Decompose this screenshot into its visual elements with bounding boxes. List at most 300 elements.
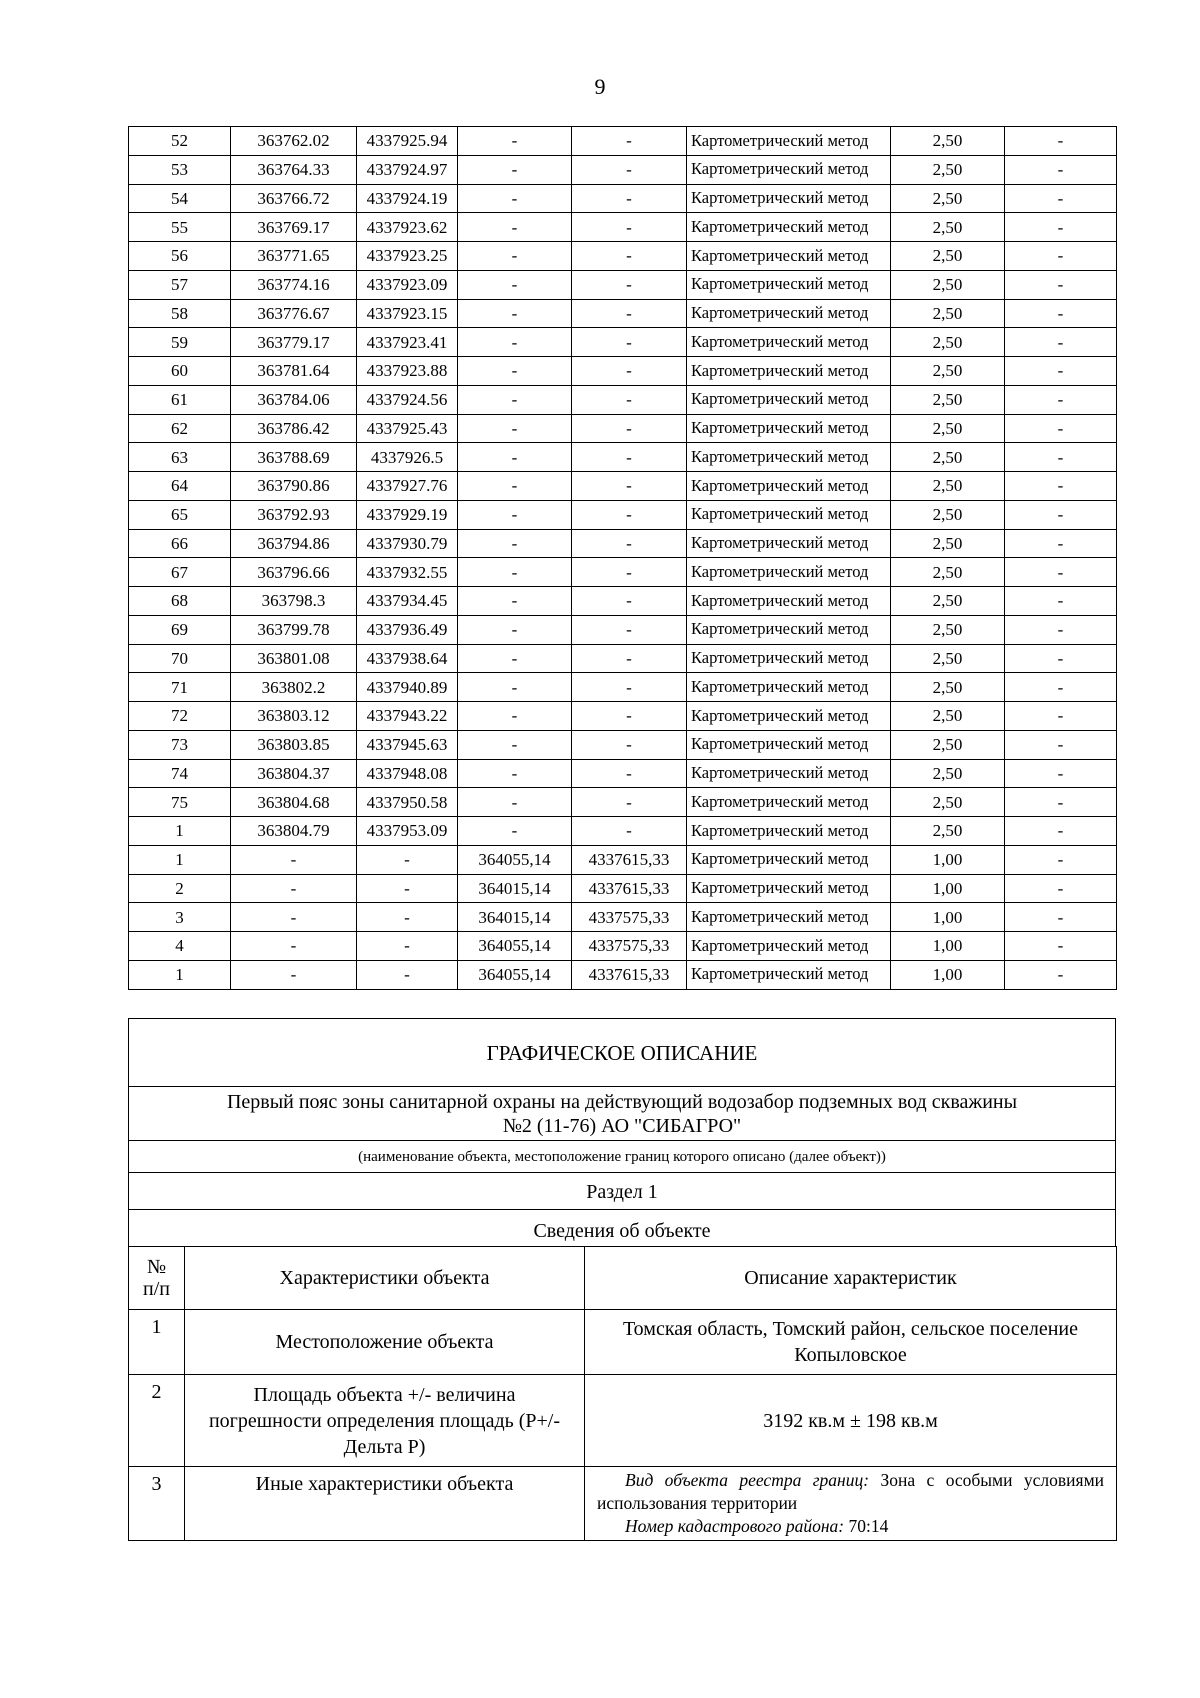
row-description: 3192 кв.м ± 198 кв.м xyxy=(585,1375,1117,1467)
graphic-description xyxy=(128,1018,1116,1541)
y-existing-cell: 4337923.88 xyxy=(357,357,458,386)
cadastral-district xyxy=(597,1515,1104,1538)
table-row xyxy=(129,817,1117,846)
table-row xyxy=(129,385,1117,414)
header-num-line1: № xyxy=(146,1255,167,1278)
description-cell: - xyxy=(1005,127,1117,156)
method-cell: Картометрический метод xyxy=(687,155,891,184)
method-cell: Картометрический метод xyxy=(687,644,891,673)
y-existing-cell: 4337923.15 xyxy=(357,299,458,328)
description-cell: - xyxy=(1005,414,1117,443)
y-new-cell: - xyxy=(572,500,687,529)
y-new-cell: - xyxy=(572,155,687,184)
x-existing-cell: 363796.66 xyxy=(231,558,357,587)
y-new-cell: - xyxy=(572,587,687,616)
row-description: Томская область, Томский район, сельское поселение Копыловское xyxy=(585,1310,1117,1375)
table-row xyxy=(129,845,1117,874)
accuracy-cell: 1,00 xyxy=(891,845,1005,874)
y-new-cell: - xyxy=(572,644,687,673)
y-new-cell: - xyxy=(572,788,687,817)
description-cell: - xyxy=(1005,903,1117,932)
table-row xyxy=(129,270,1117,299)
point-number-cell: 59 xyxy=(129,328,231,357)
accuracy-cell: 2,50 xyxy=(891,558,1005,587)
point-number-cell: 64 xyxy=(129,472,231,501)
x-new-cell: - xyxy=(458,357,572,386)
x-new-cell: 364055,14 xyxy=(458,960,572,989)
table-row xyxy=(129,615,1117,644)
object-name-line2: №2 (11-76) АО "СИБАГРО" xyxy=(502,1115,742,1137)
row-number: 3 xyxy=(129,1467,185,1541)
y-new-cell: 4337615,33 xyxy=(572,845,687,874)
x-existing-cell: 363803.85 xyxy=(231,730,357,759)
accuracy-cell: 1,00 xyxy=(891,932,1005,961)
description-cell: - xyxy=(1005,730,1117,759)
x-new-cell: - xyxy=(458,587,572,616)
object-properties-table xyxy=(128,1246,1117,1541)
y-new-cell: - xyxy=(572,529,687,558)
x-existing-cell: - xyxy=(231,903,357,932)
x-new-cell: - xyxy=(458,443,572,472)
x-existing-cell: 363766.72 xyxy=(231,184,357,213)
x-existing-cell: 363784.06 xyxy=(231,385,357,414)
table-row xyxy=(129,299,1117,328)
description-cell: - xyxy=(1005,932,1117,961)
description-cell: - xyxy=(1005,960,1117,989)
y-existing-cell: - xyxy=(357,960,458,989)
point-number-cell: 4 xyxy=(129,932,231,961)
point-number-cell: 63 xyxy=(129,443,231,472)
y-new-cell: - xyxy=(572,673,687,702)
method-cell: Картометрический метод xyxy=(687,472,891,501)
y-new-cell: - xyxy=(572,615,687,644)
x-new-cell: - xyxy=(458,730,572,759)
method-cell: Картометрический метод xyxy=(687,759,891,788)
description-cell: - xyxy=(1005,845,1117,874)
method-cell: Картометрический метод xyxy=(687,299,891,328)
y-existing-cell: 4337924.19 xyxy=(357,184,458,213)
y-new-cell: - xyxy=(572,472,687,501)
row-description xyxy=(585,1467,1117,1541)
table-row xyxy=(129,759,1117,788)
y-new-cell: - xyxy=(572,357,687,386)
method-cell: Картометрический метод xyxy=(687,845,891,874)
table-row xyxy=(129,242,1117,271)
y-new-cell: - xyxy=(572,817,687,846)
accuracy-cell: 2,50 xyxy=(891,587,1005,616)
accuracy-cell: 2,50 xyxy=(891,730,1005,759)
accuracy-cell: 2,50 xyxy=(891,817,1005,846)
x-new-cell: - xyxy=(458,328,572,357)
point-number-cell: 72 xyxy=(129,702,231,731)
cadastral-district-value: 70:14 xyxy=(848,1516,889,1536)
point-number-cell: 57 xyxy=(129,270,231,299)
y-new-cell: - xyxy=(572,759,687,788)
y-new-cell: - xyxy=(572,213,687,242)
table-row xyxy=(129,155,1117,184)
description-cell: - xyxy=(1005,644,1117,673)
x-new-cell: - xyxy=(458,213,572,242)
accuracy-cell: 1,00 xyxy=(891,903,1005,932)
y-new-cell: - xyxy=(572,443,687,472)
description-cell: - xyxy=(1005,328,1117,357)
y-existing-cell: 4337923.09 xyxy=(357,270,458,299)
registry-type xyxy=(597,1469,1104,1515)
method-cell: Картометрический метод xyxy=(687,615,891,644)
point-number-cell: 56 xyxy=(129,242,231,271)
point-number-cell: 55 xyxy=(129,213,231,242)
point-number-cell: 65 xyxy=(129,500,231,529)
x-existing-cell: 363803.12 xyxy=(231,702,357,731)
x-existing-cell: - xyxy=(231,932,357,961)
x-existing-cell: 363788.69 xyxy=(231,443,357,472)
point-number-cell: 54 xyxy=(129,184,231,213)
accuracy-cell: 2,50 xyxy=(891,270,1005,299)
x-new-cell: - xyxy=(458,299,572,328)
x-new-cell: - xyxy=(458,242,572,271)
point-number-cell: 3 xyxy=(129,903,231,932)
x-new-cell: 364055,14 xyxy=(458,932,572,961)
table-row xyxy=(129,903,1117,932)
table-header-row xyxy=(129,1247,1117,1310)
table-row xyxy=(129,644,1117,673)
method-cell: Картометрический метод xyxy=(687,242,891,271)
x-existing-cell: 363762.02 xyxy=(231,127,357,156)
description-cell: - xyxy=(1005,155,1117,184)
accuracy-cell: 2,50 xyxy=(891,615,1005,644)
point-number-cell: 1 xyxy=(129,960,231,989)
table-row xyxy=(129,587,1117,616)
accuracy-cell: 2,50 xyxy=(891,242,1005,271)
row-number: 1 xyxy=(129,1310,185,1375)
y-existing-cell: 4337925.43 xyxy=(357,414,458,443)
method-cell: Картометрический метод xyxy=(687,960,891,989)
accuracy-cell: 2,50 xyxy=(891,673,1005,702)
y-existing-cell: - xyxy=(357,932,458,961)
x-new-cell: 364015,14 xyxy=(458,874,572,903)
x-existing-cell: 363776.67 xyxy=(231,299,357,328)
table-row xyxy=(129,443,1117,472)
x-new-cell: - xyxy=(458,817,572,846)
table-row xyxy=(129,500,1117,529)
coordinates-table xyxy=(128,126,1117,990)
x-new-cell: - xyxy=(458,270,572,299)
accuracy-cell: 1,00 xyxy=(891,874,1005,903)
y-new-cell: 4337615,33 xyxy=(572,874,687,903)
x-new-cell: - xyxy=(458,155,572,184)
method-cell: Картометрический метод xyxy=(687,702,891,731)
accuracy-cell: 2,50 xyxy=(891,472,1005,501)
x-existing-cell: 363794.86 xyxy=(231,529,357,558)
accuracy-cell: 2,50 xyxy=(891,328,1005,357)
point-number-cell: 1 xyxy=(129,845,231,874)
method-cell: Картометрический метод xyxy=(687,529,891,558)
method-cell: Картометрический метод xyxy=(687,558,891,587)
description-cell: - xyxy=(1005,443,1117,472)
table-row xyxy=(129,127,1117,156)
registry-type-label: Вид объекта реестра границ: xyxy=(625,1470,870,1490)
x-new-cell: - xyxy=(458,500,572,529)
x-existing-cell: 363764.33 xyxy=(231,155,357,184)
method-cell: Картометрический метод xyxy=(687,788,891,817)
method-cell: Картометрический метод xyxy=(687,127,891,156)
x-existing-cell: 363804.37 xyxy=(231,759,357,788)
x-new-cell: - xyxy=(458,759,572,788)
description-cell: - xyxy=(1005,242,1117,271)
method-cell: Картометрический метод xyxy=(687,817,891,846)
y-existing-cell: 4337934.45 xyxy=(357,587,458,616)
y-new-cell: - xyxy=(572,242,687,271)
coordinates-table-body xyxy=(129,127,1117,990)
table-row xyxy=(129,673,1117,702)
method-cell: Картометрический метод xyxy=(687,730,891,759)
x-new-cell: - xyxy=(458,788,572,817)
y-existing-cell: 4337924.56 xyxy=(357,385,458,414)
table-row xyxy=(129,960,1117,989)
x-existing-cell: - xyxy=(231,874,357,903)
x-existing-cell: 363804.79 xyxy=(231,817,357,846)
object-name xyxy=(128,1086,1116,1140)
y-new-cell: - xyxy=(572,184,687,213)
method-cell: Картометрический метод xyxy=(687,184,891,213)
x-new-cell: - xyxy=(458,385,572,414)
info-title: Сведения об объекте xyxy=(128,1209,1116,1246)
description-cell: - xyxy=(1005,357,1117,386)
x-existing-cell: 363769.17 xyxy=(231,213,357,242)
x-new-cell: - xyxy=(458,414,572,443)
description-cell: - xyxy=(1005,759,1117,788)
description-cell: - xyxy=(1005,213,1117,242)
y-new-cell: - xyxy=(572,299,687,328)
y-existing-cell: 4337950.58 xyxy=(357,788,458,817)
table-row xyxy=(129,184,1117,213)
header-num-line2: п/п xyxy=(143,1277,170,1300)
y-new-cell: 4337575,33 xyxy=(572,932,687,961)
x-new-cell: - xyxy=(458,529,572,558)
accuracy-cell: 2,50 xyxy=(891,213,1005,242)
x-existing-cell: 363779.17 xyxy=(231,328,357,357)
table-row xyxy=(129,472,1117,501)
y-existing-cell: - xyxy=(357,845,458,874)
description-cell: - xyxy=(1005,529,1117,558)
y-existing-cell: 4337925.94 xyxy=(357,127,458,156)
description-cell: - xyxy=(1005,472,1117,501)
y-new-cell: - xyxy=(572,730,687,759)
y-new-cell: - xyxy=(572,270,687,299)
description-cell: - xyxy=(1005,702,1117,731)
y-existing-cell: 4337923.41 xyxy=(357,328,458,357)
y-existing-cell: 4337926.5 xyxy=(357,443,458,472)
y-existing-cell: - xyxy=(357,874,458,903)
point-number-cell: 69 xyxy=(129,615,231,644)
method-cell: Картометрический метод xyxy=(687,874,891,903)
y-existing-cell: 4337923.25 xyxy=(357,242,458,271)
y-existing-cell: 4337948.08 xyxy=(357,759,458,788)
x-new-cell: - xyxy=(458,615,572,644)
description-cell: - xyxy=(1005,558,1117,587)
method-cell: Картометрический метод xyxy=(687,414,891,443)
accuracy-cell: 2,50 xyxy=(891,529,1005,558)
y-existing-cell: 4337945.63 xyxy=(357,730,458,759)
x-existing-cell: - xyxy=(231,845,357,874)
graphic-title: ГРАФИЧЕСКОЕ ОПИСАНИЕ xyxy=(128,1018,1116,1086)
table-row xyxy=(129,702,1117,731)
accuracy-cell: 1,00 xyxy=(891,960,1005,989)
row-name: Площадь объекта +/- величина погрешности определения площадь (Р+/- Дельта Р) xyxy=(185,1375,585,1467)
description-cell: - xyxy=(1005,615,1117,644)
description-cell: - xyxy=(1005,270,1117,299)
x-existing-cell: 363781.64 xyxy=(231,357,357,386)
x-existing-cell: 363792.93 xyxy=(231,500,357,529)
y-new-cell: - xyxy=(572,385,687,414)
y-new-cell: - xyxy=(572,414,687,443)
description-cell: - xyxy=(1005,587,1117,616)
point-number-cell: 2 xyxy=(129,874,231,903)
x-new-cell: - xyxy=(458,184,572,213)
accuracy-cell: 2,50 xyxy=(891,702,1005,731)
point-number-cell: 52 xyxy=(129,127,231,156)
point-number-cell: 74 xyxy=(129,759,231,788)
y-existing-cell: 4337923.62 xyxy=(357,213,458,242)
x-new-cell: - xyxy=(458,472,572,501)
accuracy-cell: 2,50 xyxy=(891,644,1005,673)
x-existing-cell: 363786.42 xyxy=(231,414,357,443)
point-number-cell: 53 xyxy=(129,155,231,184)
object-name-line1: Первый пояс зоны санитарной охраны на действующий водозабор подземных вод скважины xyxy=(226,1091,1018,1113)
y-existing-cell: 4337940.89 xyxy=(357,673,458,702)
method-cell: Картометрический метод xyxy=(687,270,891,299)
point-number-cell: 61 xyxy=(129,385,231,414)
header-num xyxy=(129,1247,185,1310)
table-row xyxy=(129,788,1117,817)
method-cell: Картометрический метод xyxy=(687,500,891,529)
point-number-cell: 71 xyxy=(129,673,231,702)
x-existing-cell: 363790.86 xyxy=(231,472,357,501)
accuracy-cell: 2,50 xyxy=(891,788,1005,817)
table-row xyxy=(129,414,1117,443)
accuracy-cell: 2,50 xyxy=(891,357,1005,386)
object-caption: (наименование объекта, местоположение границ которого описано (далее объект)) xyxy=(128,1140,1116,1172)
description-cell: - xyxy=(1005,817,1117,846)
table-row xyxy=(129,1375,1117,1467)
method-cell: Картометрический метод xyxy=(687,932,891,961)
registry-type-value: Зона с особыми условиями использования территории xyxy=(597,1470,1105,1513)
y-existing-cell: 4337929.19 xyxy=(357,500,458,529)
accuracy-cell: 2,50 xyxy=(891,385,1005,414)
method-cell: Картометрический метод xyxy=(687,328,891,357)
accuracy-cell: 2,50 xyxy=(891,155,1005,184)
x-existing-cell: 363798.3 xyxy=(231,587,357,616)
point-number-cell: 1 xyxy=(129,817,231,846)
table-row xyxy=(129,730,1117,759)
method-cell: Картометрический метод xyxy=(687,903,891,932)
accuracy-cell: 2,50 xyxy=(891,127,1005,156)
method-cell: Картометрический метод xyxy=(687,587,891,616)
method-cell: Картометрический метод xyxy=(687,673,891,702)
y-new-cell: - xyxy=(572,127,687,156)
y-existing-cell: 4337938.64 xyxy=(357,644,458,673)
x-new-cell: - xyxy=(458,127,572,156)
x-existing-cell: 363771.65 xyxy=(231,242,357,271)
method-cell: Картометрический метод xyxy=(687,443,891,472)
x-new-cell: 364055,14 xyxy=(458,845,572,874)
accuracy-cell: 2,50 xyxy=(891,443,1005,472)
point-number-cell: 66 xyxy=(129,529,231,558)
point-number-cell: 68 xyxy=(129,587,231,616)
description-cell: - xyxy=(1005,788,1117,817)
description-cell: - xyxy=(1005,673,1117,702)
table-row xyxy=(129,558,1117,587)
table-row xyxy=(129,213,1117,242)
method-cell: Картометрический метод xyxy=(687,213,891,242)
method-cell: Картометрический метод xyxy=(687,357,891,386)
header-description: Описание характеристик xyxy=(585,1247,1117,1310)
section-title: Раздел 1 xyxy=(128,1172,1116,1209)
description-cell: - xyxy=(1005,385,1117,414)
y-existing-cell: 4337924.97 xyxy=(357,155,458,184)
x-existing-cell: 363802.2 xyxy=(231,673,357,702)
x-new-cell: - xyxy=(458,558,572,587)
accuracy-cell: 2,50 xyxy=(891,500,1005,529)
cadastral-district-label: Номер кадастрового района: xyxy=(625,1516,845,1536)
accuracy-cell: 2,50 xyxy=(891,414,1005,443)
x-existing-cell: 363774.16 xyxy=(231,270,357,299)
header-characteristics: Характеристики объекта xyxy=(185,1247,585,1310)
description-cell: - xyxy=(1005,874,1117,903)
method-cell: Картометрический метод xyxy=(687,385,891,414)
x-new-cell: - xyxy=(458,702,572,731)
table-row xyxy=(129,874,1117,903)
description-cell: - xyxy=(1005,299,1117,328)
table-row xyxy=(129,328,1117,357)
point-number-cell: 67 xyxy=(129,558,231,587)
x-existing-cell: 363804.68 xyxy=(231,788,357,817)
point-number-cell: 58 xyxy=(129,299,231,328)
row-number: 2 xyxy=(129,1375,185,1467)
accuracy-cell: 2,50 xyxy=(891,299,1005,328)
accuracy-cell: 2,50 xyxy=(891,184,1005,213)
table-row xyxy=(129,529,1117,558)
y-new-cell: - xyxy=(572,702,687,731)
y-new-cell: - xyxy=(572,558,687,587)
description-cell: - xyxy=(1005,500,1117,529)
table-row xyxy=(129,357,1117,386)
page-number: 9 xyxy=(594,74,606,99)
y-existing-cell: 4337936.49 xyxy=(357,615,458,644)
row-name: Иные характеристики объекта xyxy=(185,1467,585,1541)
y-new-cell: 4337575,33 xyxy=(572,903,687,932)
point-number-cell: 73 xyxy=(129,730,231,759)
y-existing-cell: 4337932.55 xyxy=(357,558,458,587)
y-existing-cell: 4337943.22 xyxy=(357,702,458,731)
y-existing-cell: - xyxy=(357,903,458,932)
y-existing-cell: 4337930.79 xyxy=(357,529,458,558)
y-existing-cell: 4337953.09 xyxy=(357,817,458,846)
x-new-cell: 364015,14 xyxy=(458,903,572,932)
point-number-cell: 70 xyxy=(129,644,231,673)
x-new-cell: - xyxy=(458,644,572,673)
row-name: Местоположение объекта xyxy=(185,1310,585,1375)
x-existing-cell: 363799.78 xyxy=(231,615,357,644)
y-new-cell: - xyxy=(572,328,687,357)
table-row xyxy=(129,932,1117,961)
description-cell: - xyxy=(1005,184,1117,213)
y-new-cell: 4337615,33 xyxy=(572,960,687,989)
table-row xyxy=(129,1467,1117,1541)
point-number-cell: 62 xyxy=(129,414,231,443)
point-number-cell: 60 xyxy=(129,357,231,386)
x-existing-cell: - xyxy=(231,960,357,989)
